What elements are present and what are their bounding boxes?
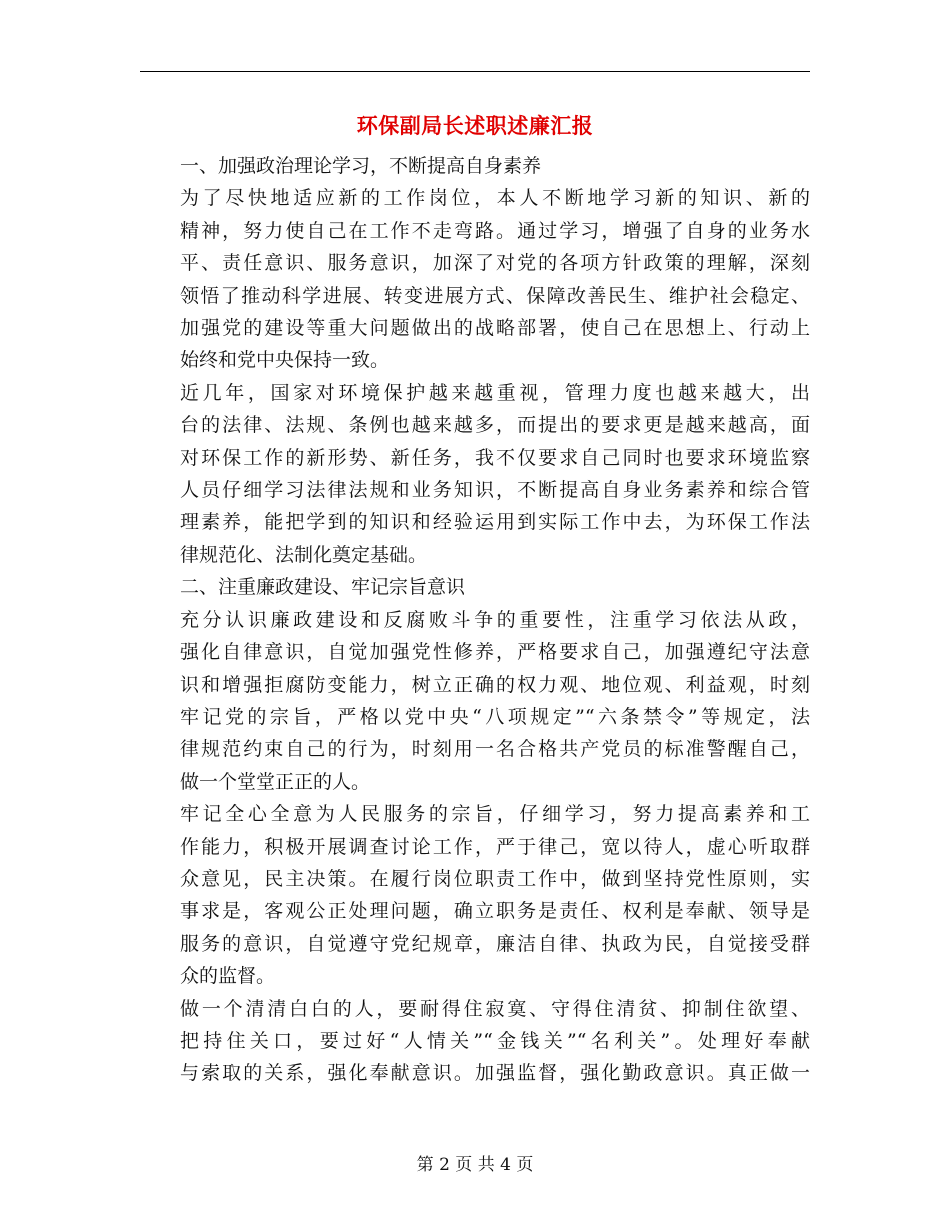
text-line: 精神，努力使自己在工作不走弯路。通过学习，增强了自身的业务水	[180, 219, 810, 242]
text-line: 二、注重廉政建设、牢记宗旨意识	[180, 576, 466, 599]
text-line: 牢记全心全意为人民服务的宗旨，仔细学习，努力提高素养和工	[180, 803, 810, 826]
text-line: 把持住关口，要过好“人情关”“金钱关”“名利关”。处理好奉献	[180, 1029, 810, 1052]
text-line: 律规范约束自己的行为，时刻用一名合格共产党员的标准警醒自己，	[180, 738, 810, 761]
text-line: 做一个堂堂正正的人。	[180, 770, 371, 793]
paragraph	[142, 993, 810, 1090]
text-line: 近几年，国家对环境保护越来越重视，管理力度也越来越大，出	[180, 381, 810, 404]
text-line: 事求是，客观公正处理问题，确立职务是责任、权利是奉献、领导是	[180, 900, 810, 923]
text-line: 与索取的关系，强化奉献意识。加强监督，强化勤政意识。真正做一	[180, 1062, 810, 1085]
text-line: 对环保工作的新形势、新任务，我不仅要求自己同时也要求环境监察	[180, 446, 810, 469]
paragraph	[142, 150, 810, 182]
text-line: 做一个清清白白的人，要耐得住寂寞、守得住清贫、抑制住欲望、	[180, 997, 810, 1020]
paragraph	[142, 604, 810, 798]
document-body	[142, 150, 810, 1090]
text-line: 领悟了推动科学进展、转变进展方式、保障改善民生、维护社会稳定、	[180, 284, 810, 307]
document-title: 环保副局长述职述廉汇报	[356, 114, 594, 138]
text-line: 一、加强政治理论学习，不断提高自身素养	[180, 155, 542, 177]
text-line: 为了尽快地适应新的工作岗位，本人不断地学习新的知识、新的	[180, 187, 810, 210]
paragraph	[142, 182, 810, 376]
paragraph	[142, 798, 810, 992]
text-line: 识和增强拒腐防变能力，树立正确的权力观、地位观、利益观，时刻	[180, 673, 810, 696]
text-line: 众的监督。	[180, 965, 276, 988]
page-footer: 第 2 页 共 4 页	[416, 1155, 534, 1175]
text-line: 牢记党的宗旨，严格以党中央“八项规定”“六条禁令”等规定，法	[180, 705, 810, 728]
text-line: 加强党的建设等重大问题做出的战略部署，使自己在思想上、行动上	[180, 317, 810, 340]
text-line: 强化自律意识，自觉加强党性修养，严格要求自己，加强遵纪守法意	[180, 641, 810, 664]
text-line: 台的法律、法规、条例也越来越多，而提出的要求更是越来越高，面	[180, 414, 810, 437]
text-line: 作能力，积极开展调查讨论工作，严于律己，宽以待人，虚心听取群	[180, 835, 810, 858]
text-line: 服务的意识，自觉遵守党纪规章，廉洁自律、执政为民，自觉接受群	[180, 932, 810, 955]
text-line: 始终和党中央保持一致。	[180, 349, 390, 372]
text-line: 充分认识廉政建设和反腐败斗争的重要性，注重学习依法从政，	[180, 608, 810, 631]
text-line: 众意见，民主决策。在履行岗位职责工作中，做到坚持党性原则，实	[180, 867, 810, 890]
paragraph	[142, 377, 810, 571]
paragraph	[142, 571, 810, 603]
header-rule	[140, 71, 810, 72]
text-line: 人员仔细学习法律法规和业务知识，不断提高自身业务素养和综合管	[180, 479, 810, 502]
text-line: 平、责任意识、服务意识，加深了对党的各项方针政策的理解，深刻	[180, 252, 810, 275]
text-line: 理素养，能把学到的知识和经验运用到实际工作中去，为环保工作法	[180, 511, 810, 534]
text-line: 律规范化、法制化奠定基础。	[180, 543, 428, 566]
